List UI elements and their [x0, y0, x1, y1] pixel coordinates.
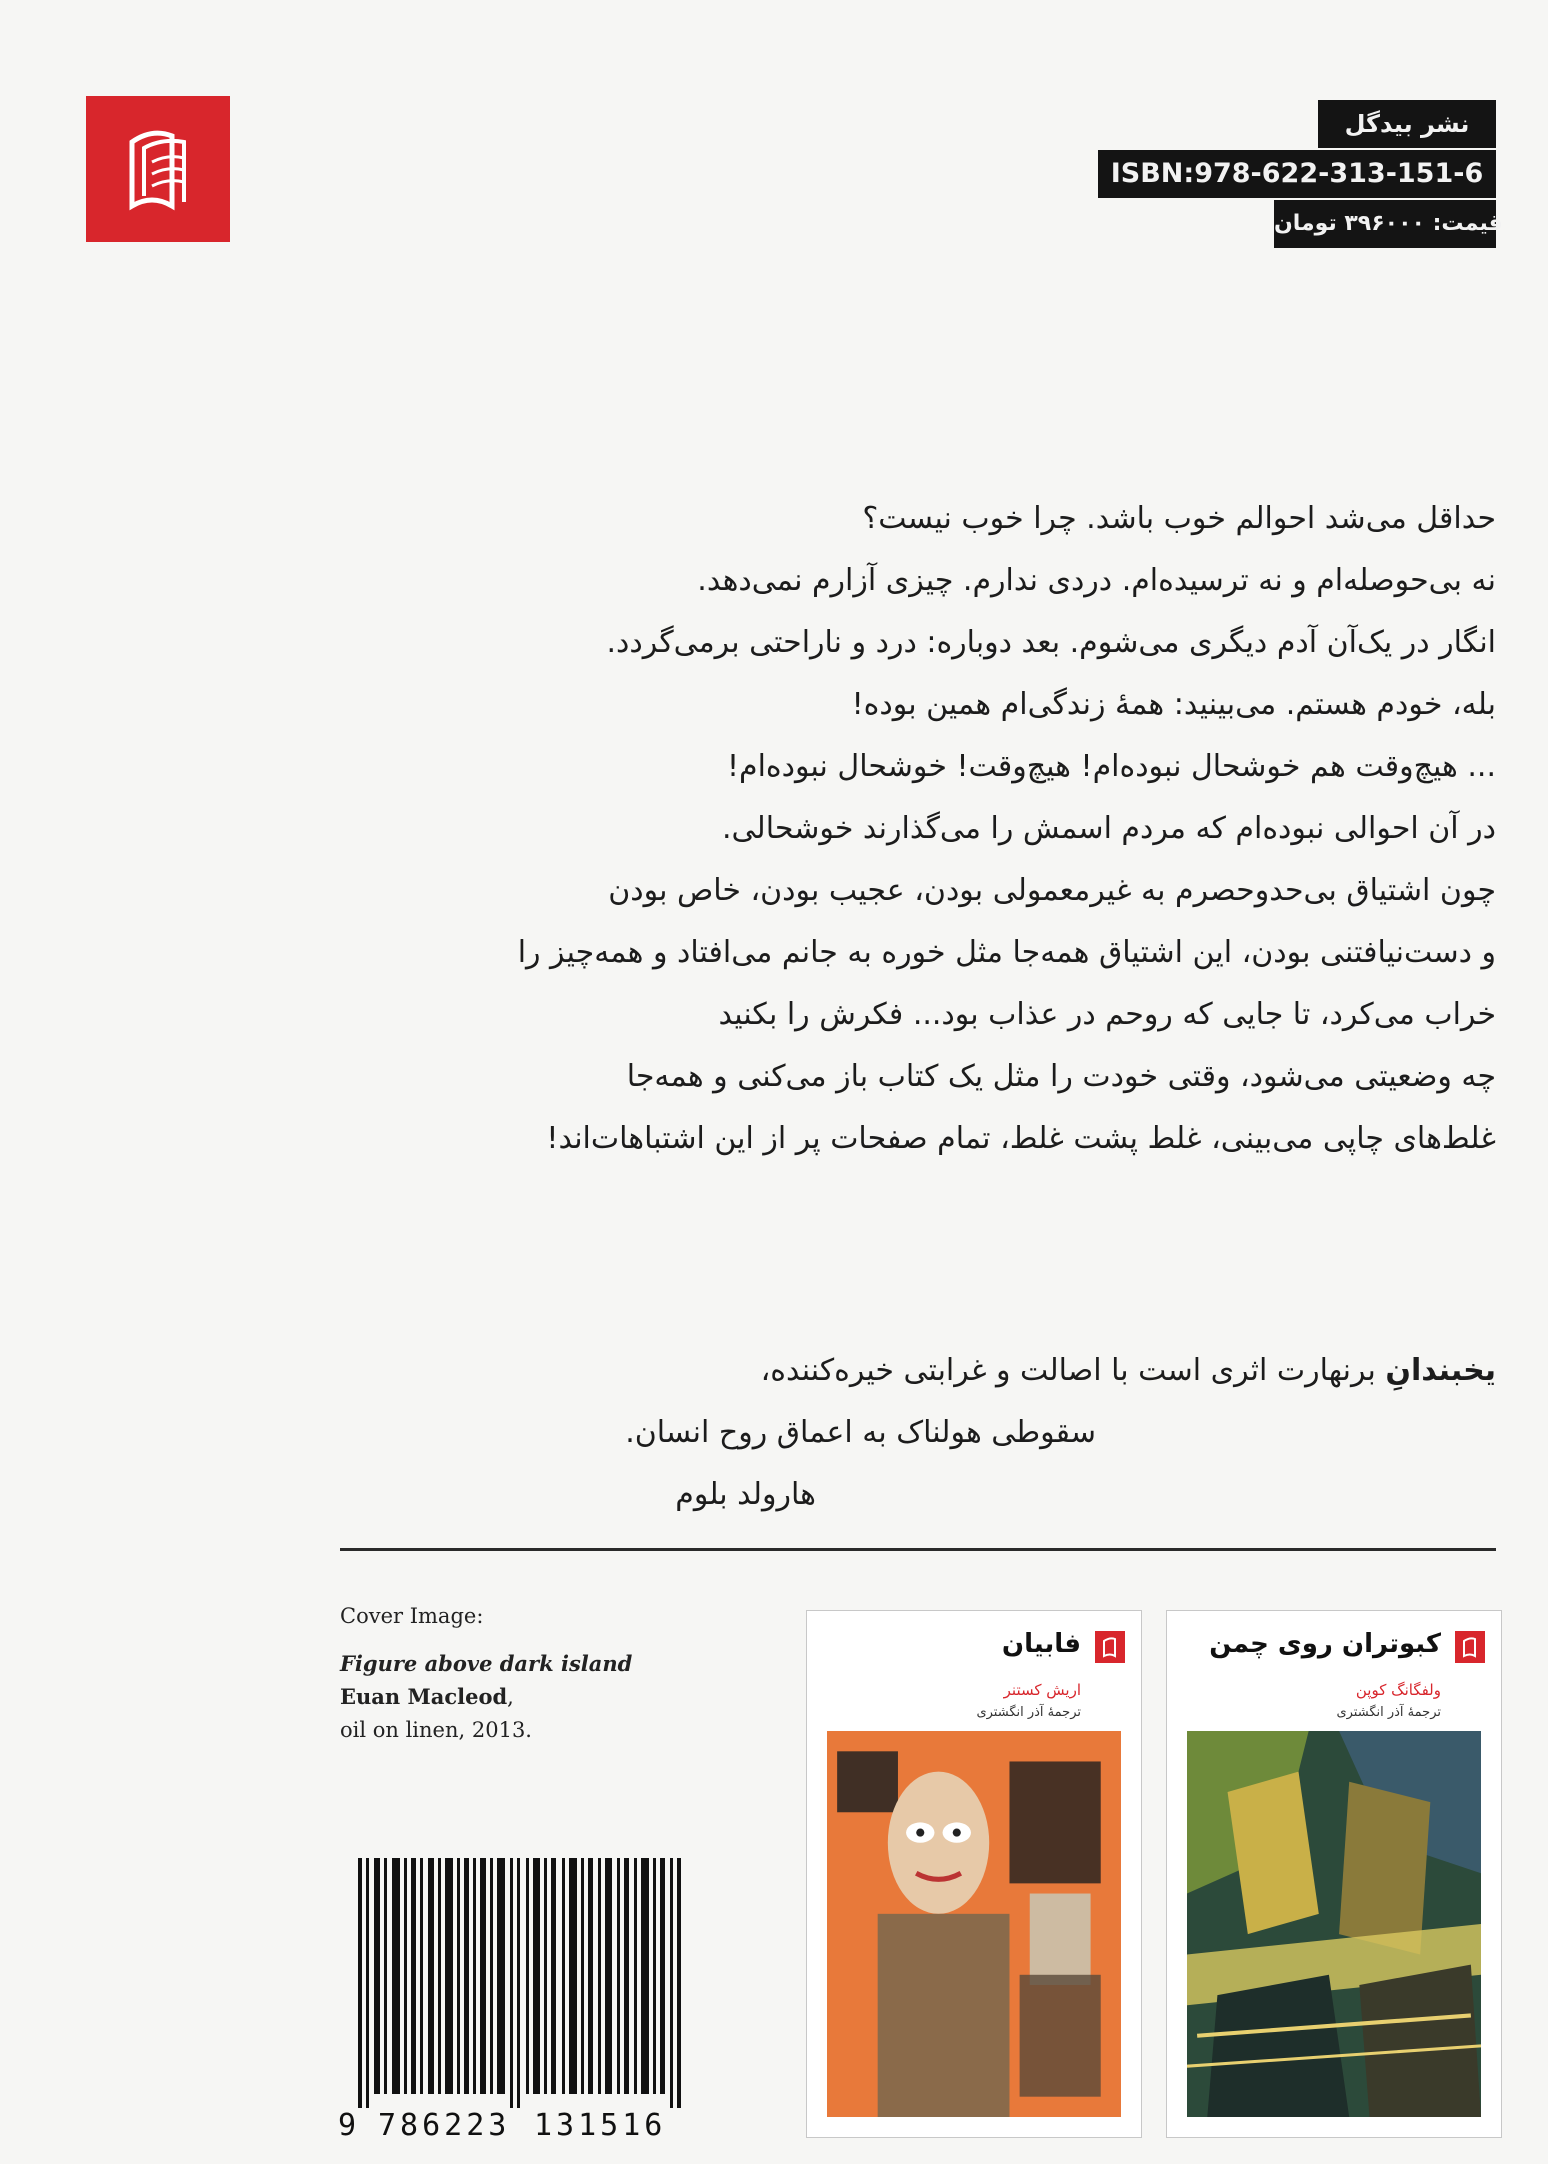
- review-text: برنهارت اثری است با اصالت و غرابتی خیره‌کننده،: [760, 1353, 1386, 1388]
- book-publisher-logo: [1455, 1631, 1485, 1663]
- barcode-digits: [338, 2106, 700, 2146]
- publisher-info: [896, 100, 1503, 250]
- related-book-pigeons: [1166, 1610, 1502, 2138]
- excerpt-line: غلط‌های چاپی می‌بینی، غلط پشت غلط، تمام صفحات پر از این اشتباهات‌اند!: [546, 1121, 1496, 1156]
- excerpt-line: و دست‌نیافتنی بودن، این اشتیاق همه‌جا مثل خوره به جانم می‌افتاد و همه‌چیز را: [517, 935, 1496, 970]
- book-fan-icon: [1102, 1636, 1118, 1658]
- barcode-digit-group: 9: [338, 2108, 361, 2143]
- book-publisher-logo: [1095, 1631, 1125, 1663]
- excerpt-line: حداقل می‌شد احوالم خوب باشد. چرا خوب نیست؟: [862, 501, 1496, 536]
- book-cover-art: [827, 1731, 1121, 2117]
- excerpt-line: انگار در یک‌آن آدم دیگری می‌شوم. بعد دوباره: درد و ناراحتی برمی‌گردد.: [606, 625, 1496, 660]
- book-title: فابیان: [1001, 1629, 1081, 1659]
- review-line-1: [376, 1340, 1496, 1402]
- book-cover-art: [1187, 1731, 1481, 2117]
- barcode-bars: [338, 1858, 700, 2108]
- review-book-title: یخبندانِ: [1385, 1353, 1496, 1388]
- review-author: هارولد بلوم: [675, 1477, 816, 1512]
- publisher-logo: [86, 96, 230, 242]
- book-translator: ترجمهٔ آذر انگشتری: [1336, 1705, 1441, 1720]
- publisher-name-label: نشر بیدگل: [1318, 100, 1496, 148]
- book-fan-icon: [1462, 1636, 1478, 1658]
- excerpt-line: در آن احوالی نبوده‌ام که مردم اسمش را می‌گذارند خوشحالی.: [722, 811, 1496, 846]
- artwork-details: oil on linen, 2013.: [340, 1718, 532, 1742]
- artwork-title: Figure above dark island: [340, 1651, 633, 1676]
- artist-name: Euan Macleod: [340, 1684, 508, 1709]
- excerpt-line: چه وضعیتی می‌شود، وقتی خودت را مثل یک کتاب باز می‌کنی و همه‌جا: [626, 1059, 1496, 1094]
- price-label: قیمت: ۳۹۶۰۰۰ تومان: [1274, 200, 1496, 248]
- cover-image-credit: Cover Image: Figure above dark island Euan Macleod, oil on linen, 2013.: [340, 1600, 720, 1747]
- review-line-2: سقوطی هولناک به اعماق روح انسان.: [625, 1415, 1096, 1450]
- isbn-label: ISBN:978-622-313-151-6: [1098, 150, 1496, 198]
- excerpt-line: بله، خودم هستم. می‌بینید: همهٔ زندگی‌ام همین بوده!: [851, 687, 1496, 722]
- review-quote: [376, 1340, 1496, 1512]
- book-translator: ترجمهٔ آذر انگشتری: [976, 1705, 1081, 1720]
- book-author: ولفگانگ کوپن: [1355, 1681, 1441, 1699]
- barcode: [338, 1858, 700, 2148]
- excerpt-line: خراب می‌کرد، تا جایی که روحم در عذاب بود... فکرش را بکنید: [718, 997, 1496, 1032]
- barcode-digit-group: 131516: [534, 2108, 667, 2143]
- excerpt-line: چون اشتیاق بی‌حدوحصرم به غیرمعمولی بودن، عجیب بودن، خاص بودن: [608, 873, 1496, 908]
- excerpt-text: [426, 488, 1496, 1170]
- barcode-digit-group: 786223: [378, 2108, 511, 2143]
- cover-credit-heading: Cover Image:: [340, 1604, 484, 1628]
- excerpt-line: نه بی‌حوصله‌ام و نه ترسیده‌ام. دردی ندارم. چیزی آزارم نمی‌دهد.: [697, 563, 1496, 598]
- book-author: اریش کستنر: [1003, 1681, 1081, 1699]
- related-book-fabian: [806, 1610, 1142, 2138]
- book-fan-icon: [122, 122, 194, 214]
- book-title: کبوتران روی چمن: [1209, 1629, 1441, 1659]
- excerpt-line: ... هیچ‌وقت هم خوشحال نبوده‌ام! هیچ‌وقت! خوشحال نبوده‌ام!: [726, 749, 1496, 784]
- divider: [340, 1548, 1496, 1551]
